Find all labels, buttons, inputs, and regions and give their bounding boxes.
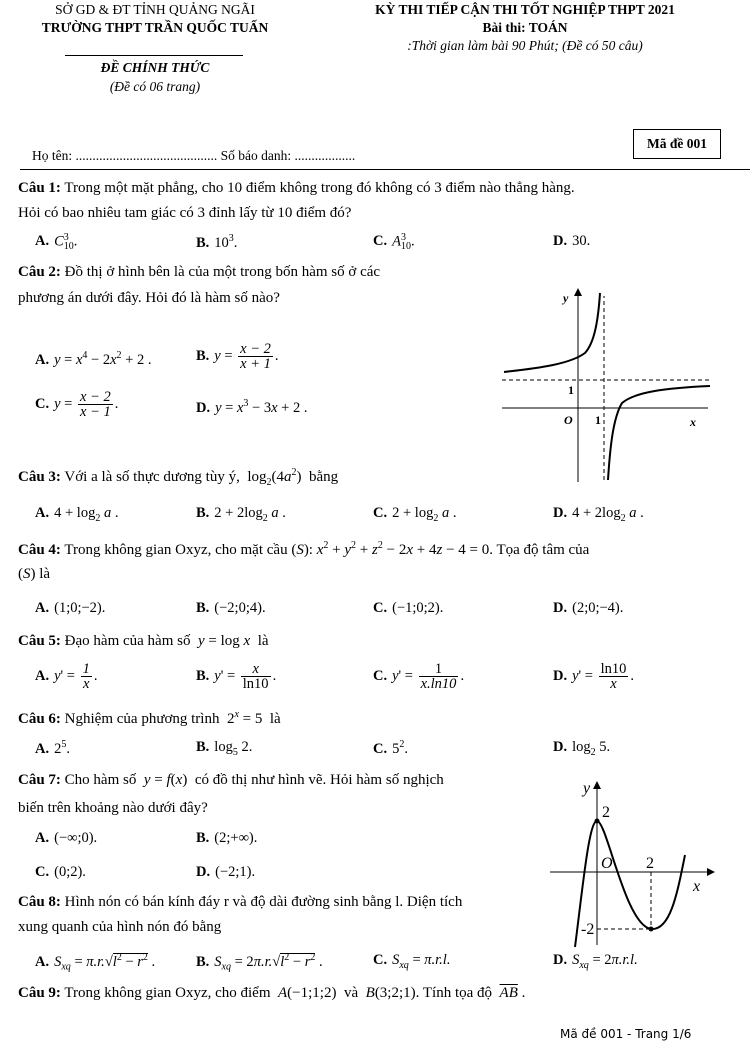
q7-x-label: x bbox=[693, 878, 701, 895]
q7-point-top bbox=[595, 819, 600, 824]
q1-option-d[interactable]: D. 30. bbox=[553, 233, 591, 249]
q2-one-x-label: 1 bbox=[595, 413, 601, 427]
question-2: Câu 2: Đồ thị ở hình bên là của một trong bốn hàm số ở các bbox=[18, 264, 381, 280]
question-6: Câu 6: Nghiệm của phương trình $2^x = 5$ là bbox=[18, 709, 281, 727]
q7-point-bottom bbox=[649, 927, 654, 932]
dept-name: SỞ GD & ĐT TỈNH QUẢNG NGÃI bbox=[55, 2, 255, 17]
q7-text-3: biến trên khoảng nào dưới đây? bbox=[18, 800, 208, 816]
q5-option-c[interactable]: C. y' = $\frac{1}{x.\ln 10}$ . bbox=[373, 661, 465, 692]
question-1 bbox=[18, 180, 575, 197]
question-7: Câu 7: Cho hàm số y = f(x) có đồ thị như hình vẽ. Hỏi hàm số nghịch bbox=[18, 772, 444, 788]
q7-option-d[interactable]: D. (−2;1). bbox=[196, 864, 256, 880]
q8-option-a[interactable]: A. $S_{xq} = \pi.r.√l^2 - r^2$ . bbox=[35, 952, 156, 973]
q3-option-b[interactable]: B. $2 + 2\log_2$ a . bbox=[196, 505, 286, 524]
q2-text-2: phương án dưới đây. Hỏi đó là hàm số nào? bbox=[18, 290, 280, 306]
q1-text-2: Hỏi có bao nhiêu tam giác có 3 đỉnh lấy từ 10 điểm đó? bbox=[18, 205, 352, 221]
question-3: Câu 3: Với a là số thực dương tùy ý, $\log_2(4a^2)$ bằng bbox=[18, 467, 339, 488]
q2-curve-left bbox=[504, 293, 600, 372]
q2-option-c[interactable]: C. y = $\frac{x - 2}{x - 1}$ . bbox=[35, 389, 119, 420]
q7-two-x-label: 2 bbox=[646, 855, 654, 872]
q6-option-b[interactable]: B. $\log_5 2$. bbox=[196, 739, 253, 758]
q6-option-d[interactable]: D. $\log_2 5$. bbox=[553, 739, 611, 758]
q5-option-a[interactable]: A. y' = $\frac{1}{x}$ . bbox=[35, 661, 98, 692]
name-field[interactable]: Họ tên: .......................................... Số báo danh: .................. bbox=[32, 148, 356, 163]
time-note: :Thời gian làm bài 90 Phút; (Đề có 50 câu) bbox=[407, 38, 643, 53]
q7-option-c[interactable]: C. (0;2). bbox=[35, 864, 86, 880]
q2-graph bbox=[500, 288, 715, 483]
q1-text: Trong một mặt phẳng, cho 10 điểm không trong đó không có 3 điểm nào thẳng hàng. bbox=[60, 180, 575, 196]
page-footer: Mã đề 001 - Trang 1/6 bbox=[560, 1027, 692, 1041]
question-9: Câu 9: Trong không gian Oxyz, cho điểm A(−1;1;2) và B(3;2;1). Tính tọa độ $\overline{AB}$ . bbox=[18, 985, 526, 1001]
q8-option-d[interactable]: D. $S_{xq} = 2\pi.r.l$. bbox=[553, 952, 638, 971]
q7-y-label: y bbox=[583, 780, 591, 797]
q5-option-d[interactable]: D. y' = $\frac{\ln 10}{x}$ . bbox=[553, 661, 634, 692]
q4-option-d[interactable]: D. (2;0;−4). bbox=[553, 600, 624, 616]
q6-option-c[interactable]: C. $5^2$. bbox=[373, 739, 408, 757]
q8-option-b[interactable]: B. $S_{xq} = 2\pi.r.√l^2 - r^2$ . bbox=[196, 952, 323, 973]
q2-x-label: x bbox=[690, 415, 696, 429]
q7-two-y-label: 2 bbox=[602, 804, 610, 821]
exam-title: KỲ THI TIẾP CẬN THI TỐT NGHIỆP THPT 2021 bbox=[375, 2, 675, 17]
q6-option-a[interactable]: A. $2^5$. bbox=[35, 739, 70, 757]
q2-option-b[interactable]: B. y = $\frac{x - 2}{x + 1}$ . bbox=[196, 341, 279, 372]
q8-option-c[interactable]: C. $S_{xq} = \pi.r.l$. bbox=[373, 952, 451, 971]
q1-option-a[interactable]: A. C 3 10 . bbox=[35, 232, 78, 252]
q4-text-3: (S) là bbox=[18, 566, 51, 582]
q7-neg-two-label: -2 bbox=[581, 921, 595, 938]
q2-one-y-label: 1 bbox=[568, 383, 574, 397]
q7-option-a[interactable]: A. (−∞;0). bbox=[35, 830, 98, 846]
q1-option-b[interactable]: B. $10^3$. bbox=[196, 233, 238, 251]
q2-curve-right bbox=[608, 386, 710, 480]
pages-note: (Đề có 06 trang) bbox=[109, 79, 201, 94]
q5-option-b[interactable]: B. y' = $\frac{x}{\ln 10}$ . bbox=[196, 661, 277, 692]
q3-option-a[interactable]: A. $4 + \log_2 a$ . bbox=[35, 505, 119, 524]
subject: Bài thi: TOÁN bbox=[482, 20, 568, 35]
q7-origin-label: O bbox=[601, 855, 613, 872]
q7-option-b[interactable]: B. (2;+∞). bbox=[196, 830, 258, 846]
q2-y-label: y bbox=[563, 291, 569, 305]
q1-option-c[interactable]: C. A 3 10 . bbox=[373, 232, 415, 252]
name-divider bbox=[20, 169, 750, 170]
q3-option-d[interactable]: D. $4 + 2\log_2$ a . bbox=[553, 505, 644, 524]
question-5: Câu 5: Đạo hàm của hàm số y = log x là bbox=[18, 633, 269, 649]
school-name: TRƯỜNG THPT TRẦN QUỐC TUẤN bbox=[41, 20, 269, 35]
official-label: ĐỀ CHÍNH THỨC bbox=[100, 60, 210, 75]
q2-option-a[interactable]: A. $y = x^4 - 2x^2 + 2$ . bbox=[35, 350, 152, 368]
exam-code: Mã đề 001 bbox=[633, 129, 721, 159]
q4-option-b[interactable]: B. (−2;0;4). bbox=[196, 600, 266, 616]
q2-option-d[interactable]: D. $y = x^3 - 3x + 2$ . bbox=[196, 398, 308, 416]
q8-text-2: xung quanh của hình nón đó bằng bbox=[18, 919, 222, 935]
q2-origin-label: O bbox=[564, 413, 573, 427]
q4-option-c[interactable]: C. (−1;0;2). bbox=[373, 600, 444, 616]
question-8: Câu 8: Hình nón có bán kính đáy r và độ dài đường sinh bằng l. Diện tích bbox=[18, 894, 463, 910]
header-divider bbox=[65, 55, 243, 56]
q7-graph bbox=[545, 775, 720, 950]
q4-option-a[interactable]: A. (1;0;−2). bbox=[35, 600, 106, 616]
q1-label: Câu 1: bbox=[18, 180, 61, 196]
question-4: Câu 4: Trong không gian Oxyz, cho mặt cầu (S): $x^2 + y^2 + z^2 - 2x + 4z - 4 = 0$. Tọa độ tâm của bbox=[18, 540, 590, 558]
q3-option-c[interactable]: C. $2 + \log_2 a$ . bbox=[373, 505, 457, 524]
